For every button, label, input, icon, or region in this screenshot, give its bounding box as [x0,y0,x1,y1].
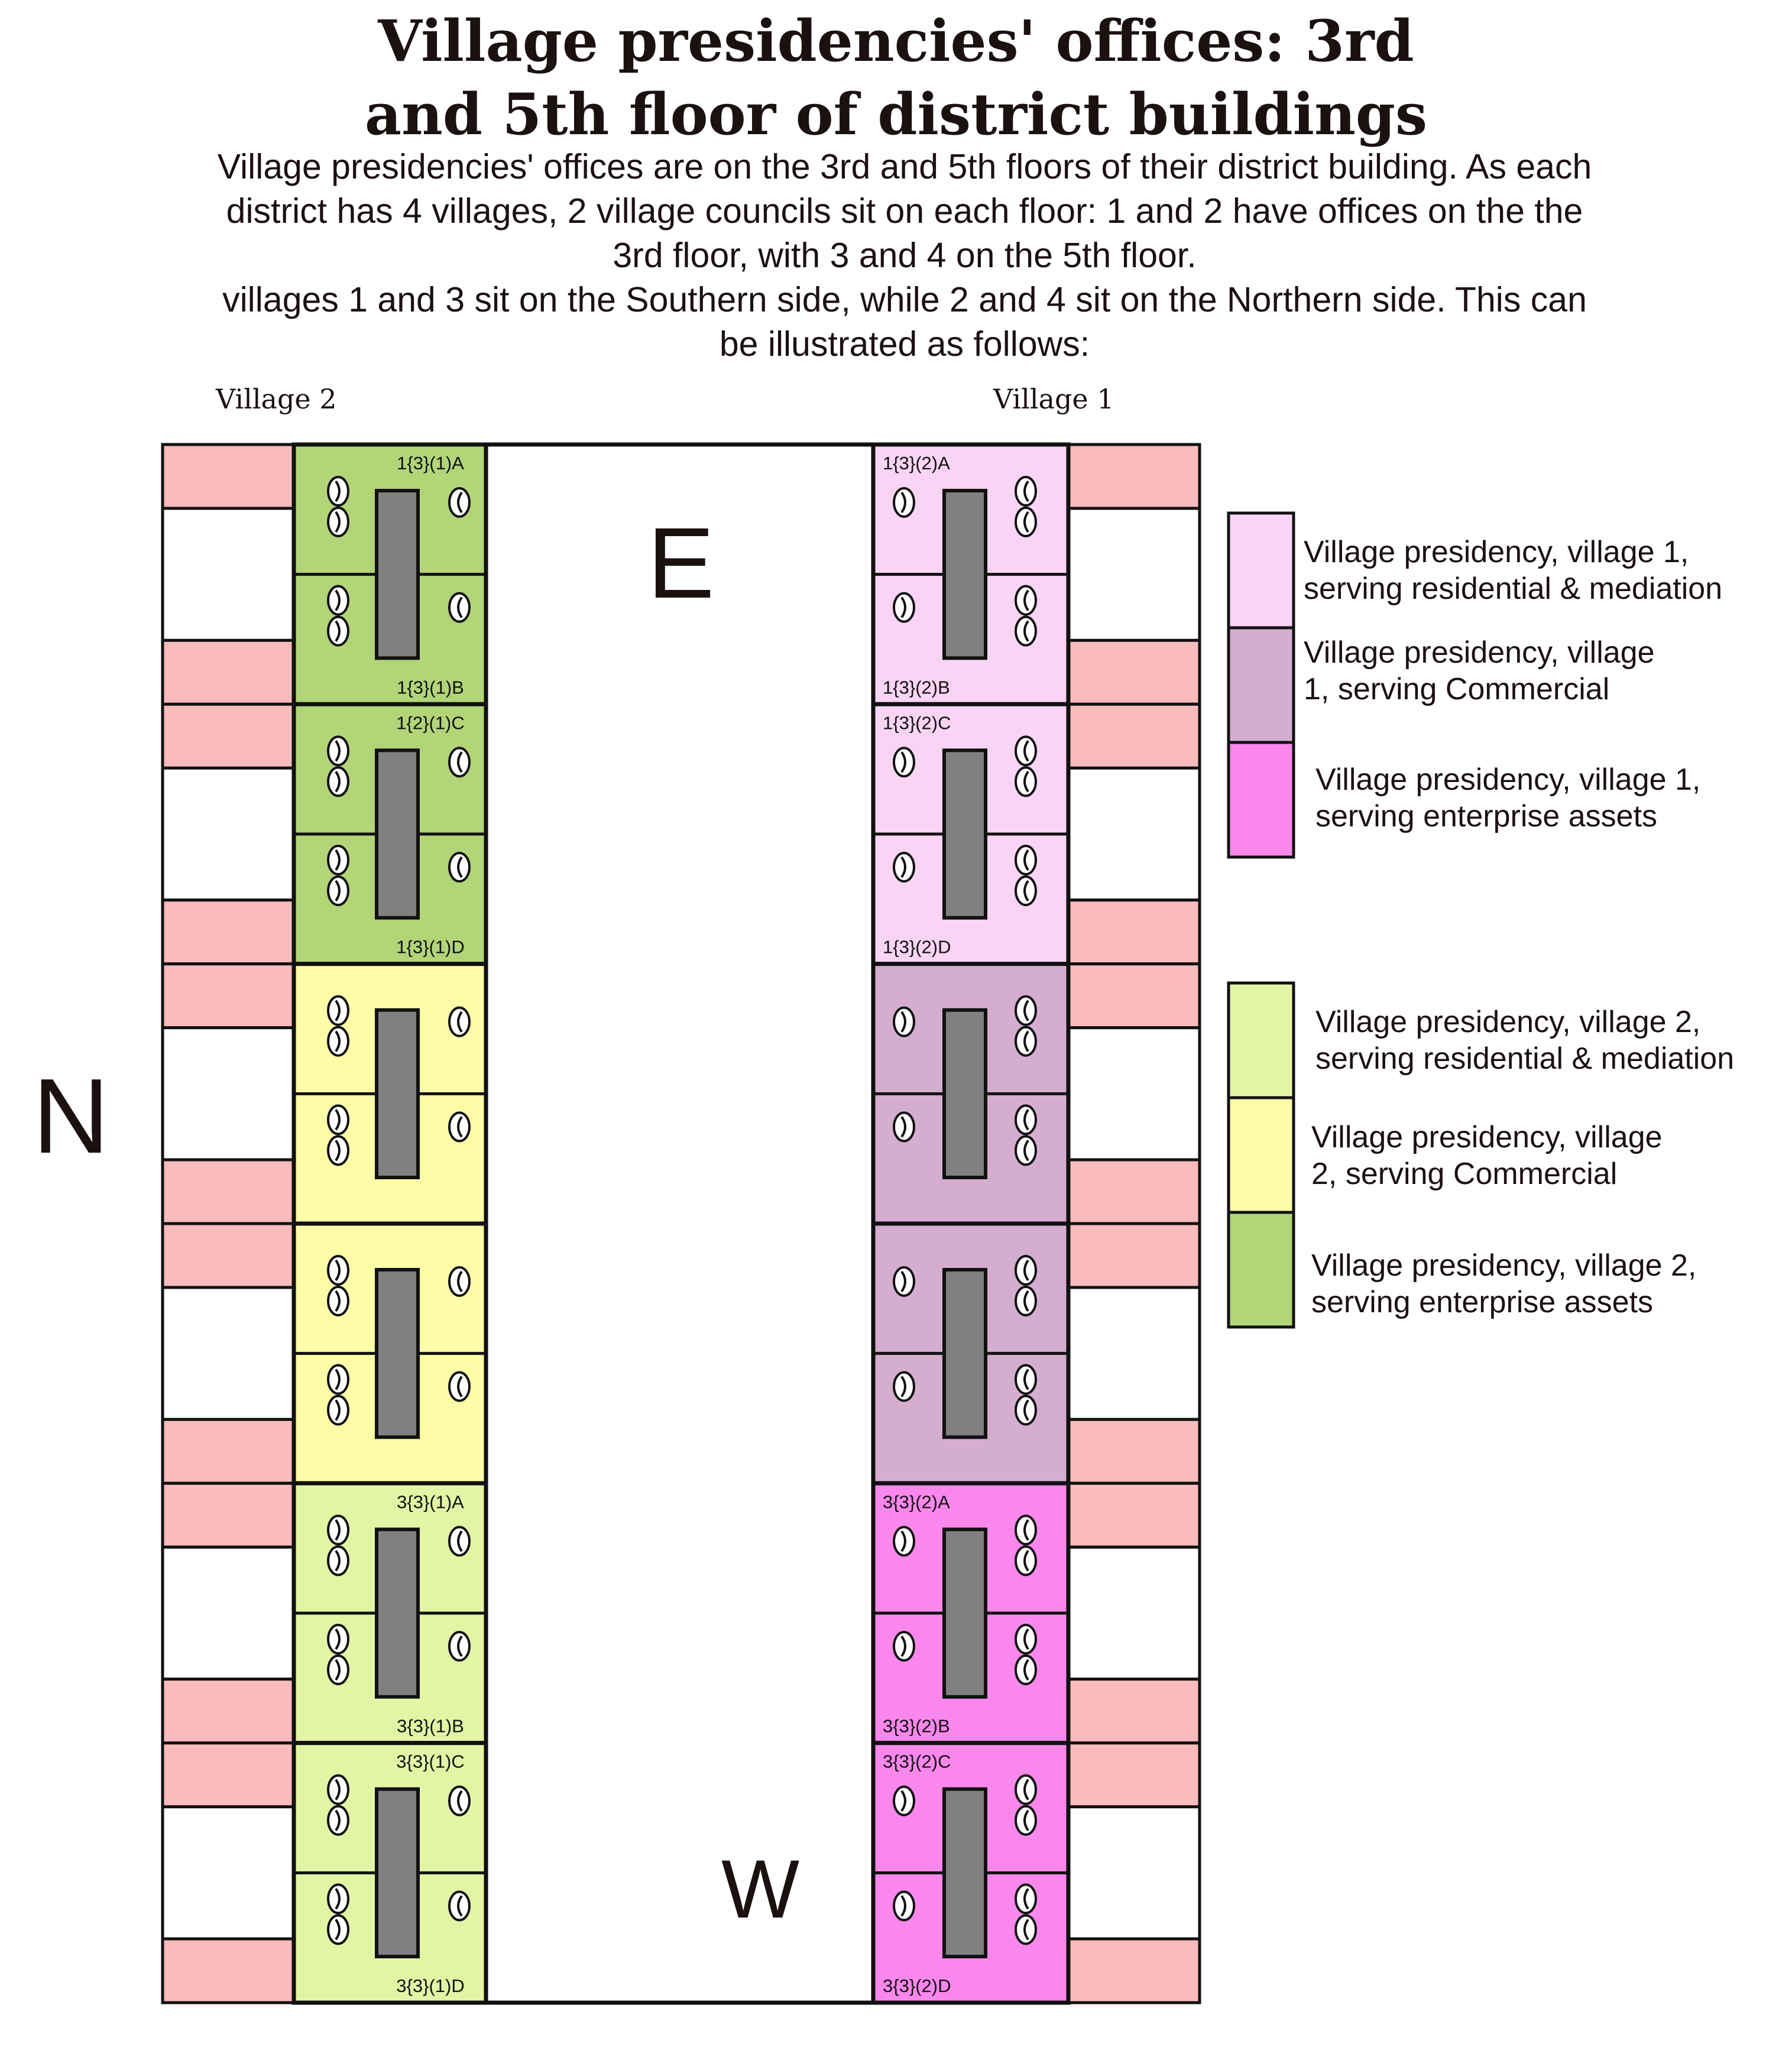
chair-icon [328,1884,348,1913]
chair-icon [328,508,348,536]
chair-icon [449,593,469,622]
south-window-pink [1068,1679,1200,1743]
meeting-table [377,1789,418,1957]
chair-icon [328,1136,348,1164]
room-code-south: 1{3}(2)C [883,712,951,734]
legend-label-v1-residential: Village presidency, village 1, serving residential & mediation [1304,535,1723,606]
chair-icon [1016,1625,1036,1653]
chair-icon [328,1806,348,1835]
chair-icon [328,1776,348,1804]
room-code-north: 1{2}(1)C [396,712,465,734]
chair-icon [328,1625,348,1653]
village-1-label: Village 1 [993,383,1114,415]
chair-icon [1016,1027,1036,1056]
chair-icon [449,1008,469,1036]
south-window-pink [1068,640,1200,704]
legend-label-v2-commercial: Village presidency, village 2, serving Commercial [1311,1120,1663,1191]
corridor [486,445,873,2003]
north-window-pink [163,1224,294,1287]
chair-icon [328,997,348,1025]
south-window-pink [1068,1419,1200,1483]
legend-label-v2-enterprise: Village presidency, village 2, serving enterprise assets [1311,1248,1697,1319]
chair-icon [1016,1884,1036,1913]
north-window-pink [163,1419,294,1483]
chair-icon [1016,617,1036,645]
north-window-white [163,508,294,640]
north-window-white [163,1807,294,1939]
north-window-white [163,768,294,900]
chair-icon [1016,1287,1036,1315]
chair-icon [328,1105,348,1134]
room-code-south: 1{3}(2)D [883,936,951,958]
legend-label-v2-residential: Village presidency, village 2, serving residential & mediation [1315,1005,1735,1076]
chair-icon [328,737,348,765]
intro-line: villages 1 and 3 sit on the Southern side, while 2 and 4 sit on the Northern side. This can [222,280,1587,319]
north-window-pink [163,900,294,964]
chair-icon [449,1527,469,1555]
south-window-white [1068,1547,1200,1679]
chair-icon [328,1027,348,1056]
north-window-pink [163,704,294,768]
chair-icon [328,1396,348,1425]
north-window-white [163,1547,294,1679]
north-window-pink [163,445,294,508]
meeting-table [377,750,418,917]
village-2-label: Village 2 [216,383,337,415]
intro-line: 3rd floor, with 3 and 4 on the 5th floor. [613,236,1197,275]
chair-icon [894,1787,914,1815]
chair-icon [328,1516,348,1544]
legend-swatch-v1-residential [1229,513,1294,628]
chair-icon [894,488,914,517]
chair-icon [1016,1915,1036,1944]
chair-icon [328,846,348,874]
chair-icon [328,1546,348,1575]
chair-icon [1016,1516,1036,1544]
meeting-table [377,1270,418,1437]
chair-icon [1016,1776,1036,1804]
chair-icon [328,1287,348,1315]
meeting-table [944,491,986,658]
south-window-white [1068,1287,1200,1419]
meeting-table [944,1529,986,1696]
chair-icon [1016,1546,1036,1575]
legend-label-v1-enterprise: Village presidency, village 1, serving enterprise assets [1315,763,1701,833]
north-window-pink [163,1939,294,2003]
chair-icon [449,1892,469,1920]
north-window-pink [163,964,294,1028]
south-window-white [1068,508,1200,640]
north-window-pink [163,1679,294,1743]
room-code-north: 1{3}(1)A [397,453,464,473]
chair-icon [1016,1105,1036,1134]
intro-line: be illustrated as follows: [719,325,1090,364]
south-window-pink [1068,900,1200,964]
meeting-table [944,1270,986,1437]
room-code-north: 1{3}(1)D [396,936,465,958]
chair-icon [1016,1806,1036,1835]
room-code-south: 3{3}(2)D [883,1975,951,1996]
south-window-white [1068,768,1200,900]
east-label: E [647,507,715,619]
room-code-south: 3{3}(2)B [883,1715,950,1737]
chair-icon [1016,477,1036,505]
meeting-table [377,491,418,658]
intro-line: district has 4 villages, 2 village councils sit on each floor: 1 and 2 have offices on the the [226,192,1583,231]
legend-swatch-v2-enterprise [1229,1212,1294,1327]
meeting-table [377,1529,418,1696]
chair-icon [894,1527,914,1555]
south-window-white [1068,1028,1200,1160]
chair-icon [449,1787,469,1815]
chair-icon [1016,1365,1036,1394]
north-window-pink [163,1483,294,1547]
chair-icon [1016,1396,1036,1425]
intro-line: Village presidencies' offices are on the 3rd and 5th floors of their district building. As each [217,147,1592,186]
room-code-south: 3{3}(2)A [883,1491,950,1513]
chair-icon [1016,586,1036,615]
chair-icon [894,1112,914,1141]
chair-icon [1016,1256,1036,1284]
legend-label-v1-commercial: Village presidency, village 1, serving Commercial [1304,635,1655,706]
chair-icon [894,748,914,776]
south-window-white [1068,1807,1200,1939]
chair-icon [328,767,348,796]
south-window-pink [1068,445,1200,508]
chair-icon [1016,1656,1036,1684]
south-window-pink [1068,1939,1200,2003]
chair-icon [1016,846,1036,874]
meeting-table [944,750,986,917]
chair-icon [1016,877,1036,905]
chair-icon [328,477,348,505]
south-window-pink [1068,1743,1200,1807]
room-code-north: 3{3}(1)D [396,1975,465,1996]
meeting-table [944,1010,986,1177]
room-code-north: 3{3}(1)C [396,1751,465,1772]
north-window-white [163,1028,294,1160]
room-code-north: 3{3}(1)A [397,1491,464,1513]
north-window-pink [163,1160,294,1224]
chair-icon [894,853,914,881]
title-line-1: Village presidencies' offices: 3rd [378,8,1414,74]
south-window-pink [1068,964,1200,1028]
chair-icon [328,877,348,905]
chair-icon [1016,997,1036,1025]
chair-icon [894,1632,914,1660]
legend-swatch-v2-residential [1229,983,1294,1098]
legend-swatch-v1-commercial [1229,628,1294,742]
room-code-south: 3{3}(2)C [883,1751,951,1772]
chair-icon [449,1373,469,1401]
chair-icon [328,586,348,615]
chair-icon [328,1656,348,1684]
chair-icon [1016,508,1036,536]
north-window-pink [163,640,294,704]
meeting-table [377,1010,418,1177]
south-window-pink [1068,704,1200,768]
chair-icon [449,748,469,776]
legend-swatch-v1-enterprise [1229,742,1294,857]
meeting-table [944,1789,986,1957]
south-window-pink [1068,1160,1200,1224]
chair-icon [894,1008,914,1036]
chair-icon [1016,767,1036,796]
chair-icon [449,1267,469,1296]
chair-icon [328,1256,348,1284]
room-code-north: 1{3}(1)B [397,677,464,698]
chair-icon [894,1892,914,1920]
chair-icon [449,1632,469,1660]
chair-icon [1016,1136,1036,1164]
south-window-pink [1068,1224,1200,1287]
chair-icon [1016,737,1036,765]
chair-icon [449,853,469,881]
chair-icon [894,1267,914,1296]
room-code-north: 3{3}(1)B [397,1715,464,1737]
chair-icon [894,593,914,622]
north-label: N [33,1057,109,1176]
north-window-white [163,1287,294,1419]
chair-icon [328,1365,348,1394]
title-line-2: and 5th floor of district buildings [364,81,1428,148]
chair-icon [328,1915,348,1944]
chair-icon [328,617,348,645]
north-window-pink [163,1743,294,1807]
room-code-south: 1{3}(2)A [883,453,950,473]
legend-swatch-v2-commercial [1229,1098,1294,1212]
chair-icon [449,1112,469,1141]
room-code-south: 1{3}(2)B [883,677,950,698]
west-label: W [721,1842,800,1935]
south-window-pink [1068,1483,1200,1547]
chair-icon [894,1373,914,1401]
chair-icon [449,488,469,517]
